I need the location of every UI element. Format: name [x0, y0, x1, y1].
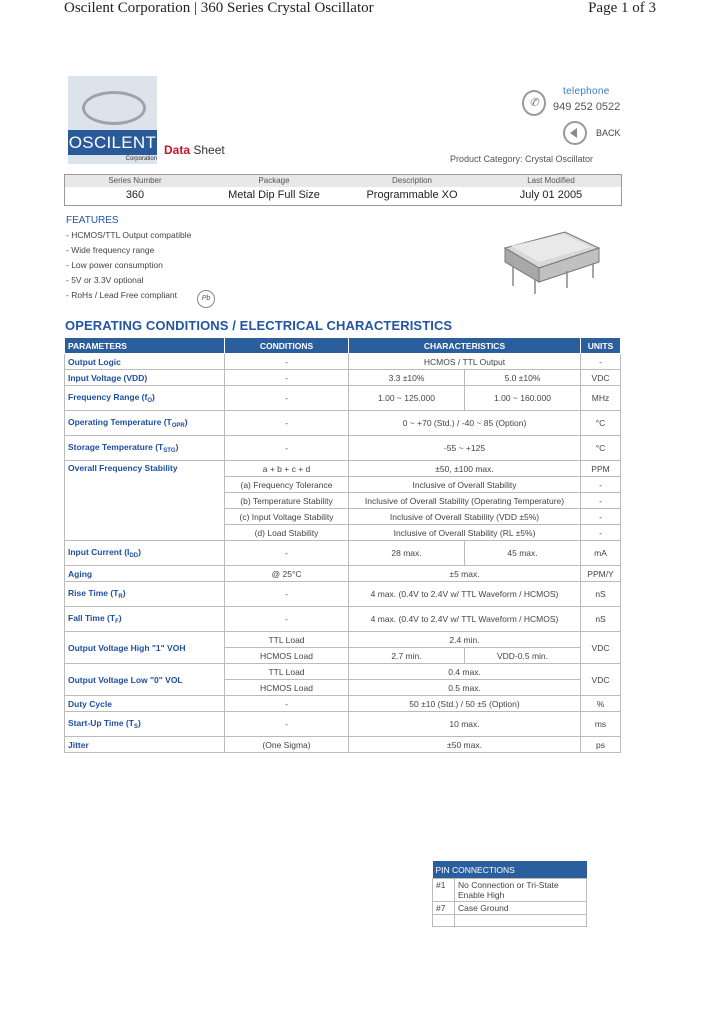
- table-row: [65, 566, 621, 582]
- table-row: [65, 632, 621, 648]
- characteristic: 0.5 max.: [349, 680, 581, 696]
- param-text: Storage Temperature (T: [68, 442, 164, 452]
- feature-item: - Low power consumption: [66, 260, 163, 270]
- unit: mA: [581, 541, 621, 566]
- param-name: Output Logic: [65, 354, 225, 370]
- condition: -: [225, 696, 349, 712]
- param-text: Rise Time (T: [68, 588, 119, 598]
- param-name: [65, 411, 225, 436]
- condition: (One Sigma): [225, 737, 349, 753]
- header-title: Oscilent Corporation | 360 Series Crystal Oscillator: [64, 0, 374, 16]
- param-sub: STG: [163, 448, 176, 454]
- condition: (d) Load Stability: [225, 525, 349, 541]
- condition: (a) Frequency Tolerance: [225, 477, 349, 493]
- condition: @ 25°C: [225, 566, 349, 582]
- phone-icon[interactable]: ✆: [522, 90, 546, 116]
- characteristic: 4 max. (0.4V to 2.4V w/ TTL Waveform / HCMOS): [349, 582, 581, 607]
- pin-table-title: PIN CONNECTIONS: [433, 861, 587, 879]
- characteristic: 0.4 max.: [349, 664, 581, 680]
- col-header-parameters: PARAMETERS: [65, 338, 225, 354]
- param-text: Operating Temperature (T: [68, 417, 172, 427]
- condition: -: [225, 411, 349, 436]
- param-text: Fall Time (T: [68, 613, 116, 623]
- condition: HCMOS Load: [225, 648, 349, 664]
- pin-row: [433, 902, 587, 915]
- phone-number[interactable]: 949 252 0522: [553, 101, 621, 113]
- table-row: [65, 737, 621, 753]
- param-sub: DD: [129, 553, 139, 559]
- unit: -: [581, 493, 621, 509]
- condition: -: [225, 370, 349, 386]
- characteristic: VDD-0.5 min.: [465, 648, 581, 664]
- datasheet-title: [164, 143, 225, 157]
- characteristic: Inclusive of Overall Stability (VDD ±5%): [349, 509, 581, 525]
- table-row: [65, 386, 621, 411]
- pb-free-icon: Pb: [197, 290, 215, 308]
- condition: HCMOS Load: [225, 680, 349, 696]
- col-header-conditions: CONDITIONS: [225, 338, 349, 354]
- characteristic: 2.7 min.: [349, 648, 465, 664]
- condition: TTL Load: [225, 632, 349, 648]
- characteristic: 5.0 ±10%: [465, 370, 581, 386]
- pin-description: Case Ground: [455, 902, 587, 915]
- characteristic: HCMOS / TTL Output: [349, 354, 581, 370]
- param-name: Output Voltage Low "0" VOL: [65, 664, 225, 696]
- characteristic: 28 max.: [349, 541, 465, 566]
- summary-package: [205, 175, 343, 205]
- oscillator-chip-image: [497, 210, 603, 295]
- section-title: OPERATING CONDITIONS / ELECTRICAL CHARACTERISTICS: [65, 318, 453, 333]
- pin-number: #1: [433, 879, 455, 902]
- condition: (b) Temperature Stability: [225, 493, 349, 509]
- summary-bar: [64, 174, 622, 206]
- param-name: Output Voltage High "1" VOH: [65, 632, 225, 664]
- param-text: Frequency Range (f: [68, 392, 148, 402]
- table-row: [65, 354, 621, 370]
- summary-value: Metal Dip Full Size: [228, 189, 320, 201]
- summary-series: [65, 175, 205, 205]
- table-row: [65, 436, 621, 461]
- param-name: [65, 436, 225, 461]
- unit: VDC: [581, 664, 621, 696]
- condition: -: [225, 386, 349, 411]
- condition: a + b + c + d: [225, 461, 349, 477]
- summary-value: July 01 2005: [519, 189, 583, 201]
- param-name: [65, 712, 225, 737]
- logo-subtitle: Corporation: [125, 156, 157, 162]
- param-end: ): [184, 417, 188, 427]
- pin-description: [455, 915, 587, 927]
- unit: -: [581, 525, 621, 541]
- col-header-characteristics: CHARACTERISTICS: [349, 338, 581, 354]
- summary-modified: [481, 175, 621, 205]
- param-name: Overall Frequency Stability: [65, 461, 225, 541]
- unit: %: [581, 696, 621, 712]
- characteristic: 50 ±10 (Std.) / 50 ±5 (Option): [349, 696, 581, 712]
- unit: nS: [581, 582, 621, 607]
- characteristic: 10 max.: [349, 712, 581, 737]
- summary-value: Programmable XO: [366, 189, 458, 201]
- table-row: [65, 541, 621, 566]
- datasheet-title-a: Data: [164, 143, 191, 157]
- param-end: ): [137, 718, 141, 728]
- condition: -: [225, 712, 349, 737]
- param-end: ): [152, 392, 155, 402]
- param-text: Input Current (I: [68, 547, 130, 557]
- characteristic: ±5 max.: [349, 566, 581, 582]
- summary-description: [343, 175, 481, 205]
- param-name: Duty Cycle: [65, 696, 225, 712]
- summary-label: Description: [343, 175, 481, 187]
- characteristic: 45 max.: [465, 541, 581, 566]
- param-text: Start-Up Time (T: [68, 718, 134, 728]
- param-end: ): [175, 442, 179, 452]
- param-end: ): [122, 588, 126, 598]
- param-name: [65, 607, 225, 632]
- logo-ring-icon: [82, 91, 146, 125]
- characteristic: 2.4 min.: [349, 632, 581, 648]
- unit: VDC: [581, 632, 621, 664]
- unit: °C: [581, 436, 621, 461]
- param-sub: F: [115, 619, 119, 625]
- summary-label: Last Modified: [481, 175, 621, 187]
- feature-item: - Wide frequency range: [66, 245, 155, 255]
- unit: ps: [581, 737, 621, 753]
- characteristic: 4 max. (0.4V to 2.4V w/ TTL Waveform / HCMOS): [349, 607, 581, 632]
- feature-item: - RoHs / Lead Free compliant: [66, 290, 178, 300]
- pin-row: [433, 915, 587, 927]
- unit: -: [581, 354, 621, 370]
- back-link[interactable]: BACK: [596, 128, 621, 138]
- condition: (c) Input Voltage Stability: [225, 509, 349, 525]
- table-row: [65, 370, 621, 386]
- feature-item: - 5V or 3.3V optional: [66, 275, 144, 285]
- param-name: [65, 582, 225, 607]
- condition: TTL Load: [225, 664, 349, 680]
- summary-label: Series Number: [65, 175, 205, 187]
- table-row: [65, 411, 621, 436]
- characteristic: 1.00 ~ 160.000: [465, 386, 581, 411]
- phone-label: telephone: [563, 86, 610, 97]
- pin-row: [433, 879, 587, 902]
- condition: -: [225, 354, 349, 370]
- page-number: Page 1 of 3: [588, 0, 656, 16]
- datasheet-title-b: Sheet: [193, 143, 225, 157]
- param-sub: S: [133, 724, 138, 730]
- table-row: [65, 461, 621, 477]
- param-sub: OPR: [171, 423, 185, 429]
- unit: °C: [581, 411, 621, 436]
- param-end: ): [118, 613, 122, 623]
- param-name: Input Voltage (VDD): [65, 370, 225, 386]
- unit: MHz: [581, 386, 621, 411]
- pin-description: No Connection or Tri-State Enable High: [455, 879, 587, 902]
- unit: nS: [581, 607, 621, 632]
- table-row: [65, 696, 621, 712]
- characteristic: 0 ~ +70 (Std.) / -40 ~ 85 (Option): [349, 411, 581, 436]
- table-row: [65, 582, 621, 607]
- unit: -: [581, 477, 621, 493]
- table-row: [65, 664, 621, 680]
- characteristic: Inclusive of Overall Stability (Operating Temperature): [349, 493, 581, 509]
- condition: -: [225, 541, 349, 566]
- unit: VDC: [581, 370, 621, 386]
- table-header-row: [65, 338, 621, 354]
- product-category: Product Category: Crystal Oscillator: [449, 154, 593, 164]
- summary-label: Package: [205, 175, 343, 187]
- table-row: [65, 607, 621, 632]
- features-title: FEATURES: [66, 215, 119, 226]
- param-sub: O: [147, 398, 153, 404]
- feature-item: - HCMOS/TTL Output compatible: [66, 230, 192, 240]
- summary-value: 360: [125, 189, 145, 201]
- col-header-units: UNITS: [581, 338, 621, 354]
- specs-table: [64, 337, 621, 753]
- pin-connections-table: [432, 861, 587, 927]
- param-name: [65, 386, 225, 411]
- condition: -: [225, 607, 349, 632]
- unit: PPM/Y: [581, 566, 621, 582]
- pin-number: [433, 915, 455, 927]
- param-name: [65, 541, 225, 566]
- table-row: [65, 712, 621, 737]
- characteristic: 3.3 ±10%: [349, 370, 465, 386]
- characteristic: ±50, ±100 max.: [349, 461, 581, 477]
- characteristic: ±50 max.: [349, 737, 581, 753]
- characteristic: Inclusive of Overall Stability: [349, 477, 581, 493]
- unit: -: [581, 509, 621, 525]
- param-name: Jitter: [65, 737, 225, 753]
- param-name: Aging: [65, 566, 225, 582]
- characteristic: 1.00 ~ 125.000: [349, 386, 465, 411]
- characteristic: Inclusive of Overall Stability (RL ±5%): [349, 525, 581, 541]
- condition: -: [225, 582, 349, 607]
- characteristic: -55 ~ +125: [349, 436, 581, 461]
- param-sub: R: [118, 594, 123, 600]
- back-arrow-icon[interactable]: [563, 121, 587, 145]
- unit: PPM: [581, 461, 621, 477]
- logo-name: OSCILENT: [68, 130, 157, 155]
- param-end: ): [138, 547, 141, 557]
- pin-number: #7: [433, 902, 455, 915]
- condition: -: [225, 436, 349, 461]
- unit: ms: [581, 712, 621, 737]
